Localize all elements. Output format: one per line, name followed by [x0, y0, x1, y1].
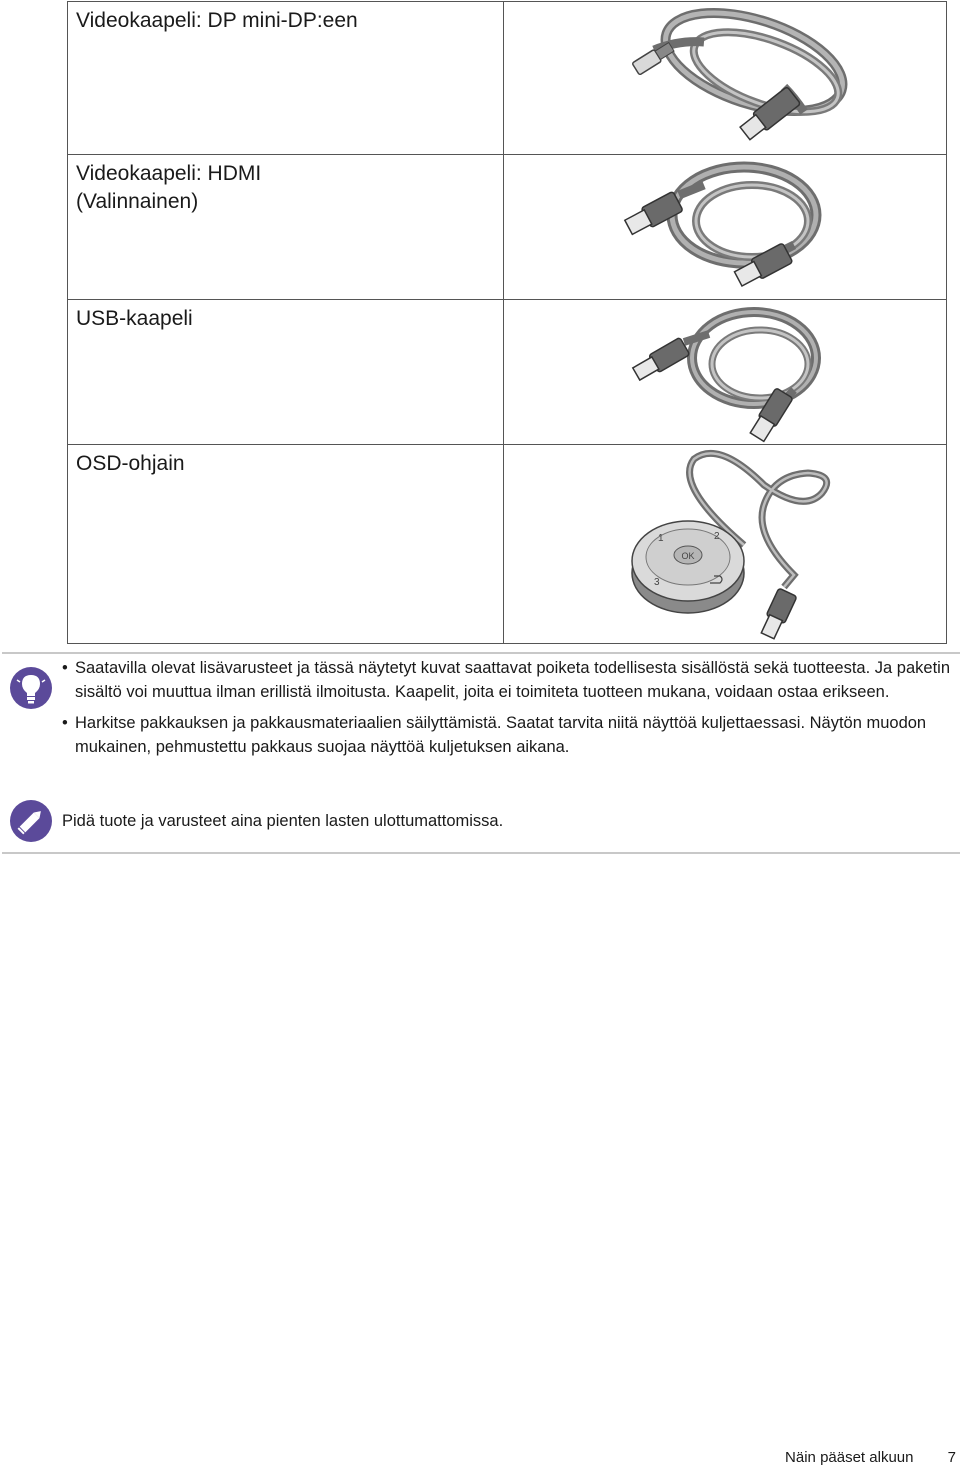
part-image-cell	[504, 300, 947, 445]
note-bottom-rule	[2, 852, 960, 854]
part-label-cell	[68, 155, 504, 300]
note-text-block	[62, 810, 952, 834]
footer-section: Näin pääset alkuun	[785, 1449, 914, 1466]
osd-key-ok: OK	[681, 551, 695, 561]
page-footer	[785, 1449, 956, 1466]
note-text: Pidä tuote ja varusteet aina pienten lasten ulottumattomissa.	[62, 812, 504, 830]
osd-key-3: 3	[654, 577, 660, 588]
package-contents-table	[67, 1, 947, 644]
part-label-cell	[68, 300, 504, 445]
part-label: Videokaapeli: HDMI (Valinnainen)	[76, 162, 262, 213]
part-label-cell	[68, 445, 504, 644]
part-image-cell	[504, 155, 947, 300]
lightbulb-icon	[9, 666, 53, 710]
hdmi-cable-illustration	[504, 155, 947, 299]
osd-key-1: 1	[658, 533, 664, 544]
tip-bullet: • Saatavilla olevat lisävarusteet ja tässä näytetyt kuvat saattavat poiketa todellisesta sisällöstä sekä tuotteesta. Ja paketin sisältö voi muuttua ilman erillistä ilmoitusta. Kaapelit, joita ei toimiteta tuotteen mukana, voidaan ostaa erikseen.	[62, 657, 952, 704]
part-image-cell	[504, 445, 947, 644]
part-label-cell	[68, 2, 504, 155]
page-number: 7	[947, 1449, 956, 1466]
tip-bullet: • Harkitse pakkauksen ja pakkausmateriaalien säilyttämistä. Saatat tarvita niitä näyttöä kuljettaessasi. Näytön muodon mukainen, pehmustettu pakkaus suojaa näyttöä kuljetuksen aikana.	[62, 712, 952, 759]
part-image-cell	[504, 2, 947, 155]
usb-cable-illustration	[504, 300, 947, 444]
osd-controller-illustration	[504, 445, 947, 643]
osd-key-2: 2	[714, 531, 720, 542]
table-row	[68, 300, 947, 445]
part-label: USB-kaapeli	[76, 307, 193, 330]
pencil-icon	[9, 799, 53, 843]
table-row	[68, 2, 947, 155]
table-row	[68, 445, 947, 644]
part-label: OSD-ohjain	[76, 452, 185, 475]
dp-cable-illustration	[504, 2, 947, 154]
table-row	[68, 155, 947, 300]
note-top-rule	[2, 652, 960, 654]
tip-notes	[62, 657, 952, 759]
part-label: Videokaapeli: DP mini-DP:een	[76, 9, 358, 32]
